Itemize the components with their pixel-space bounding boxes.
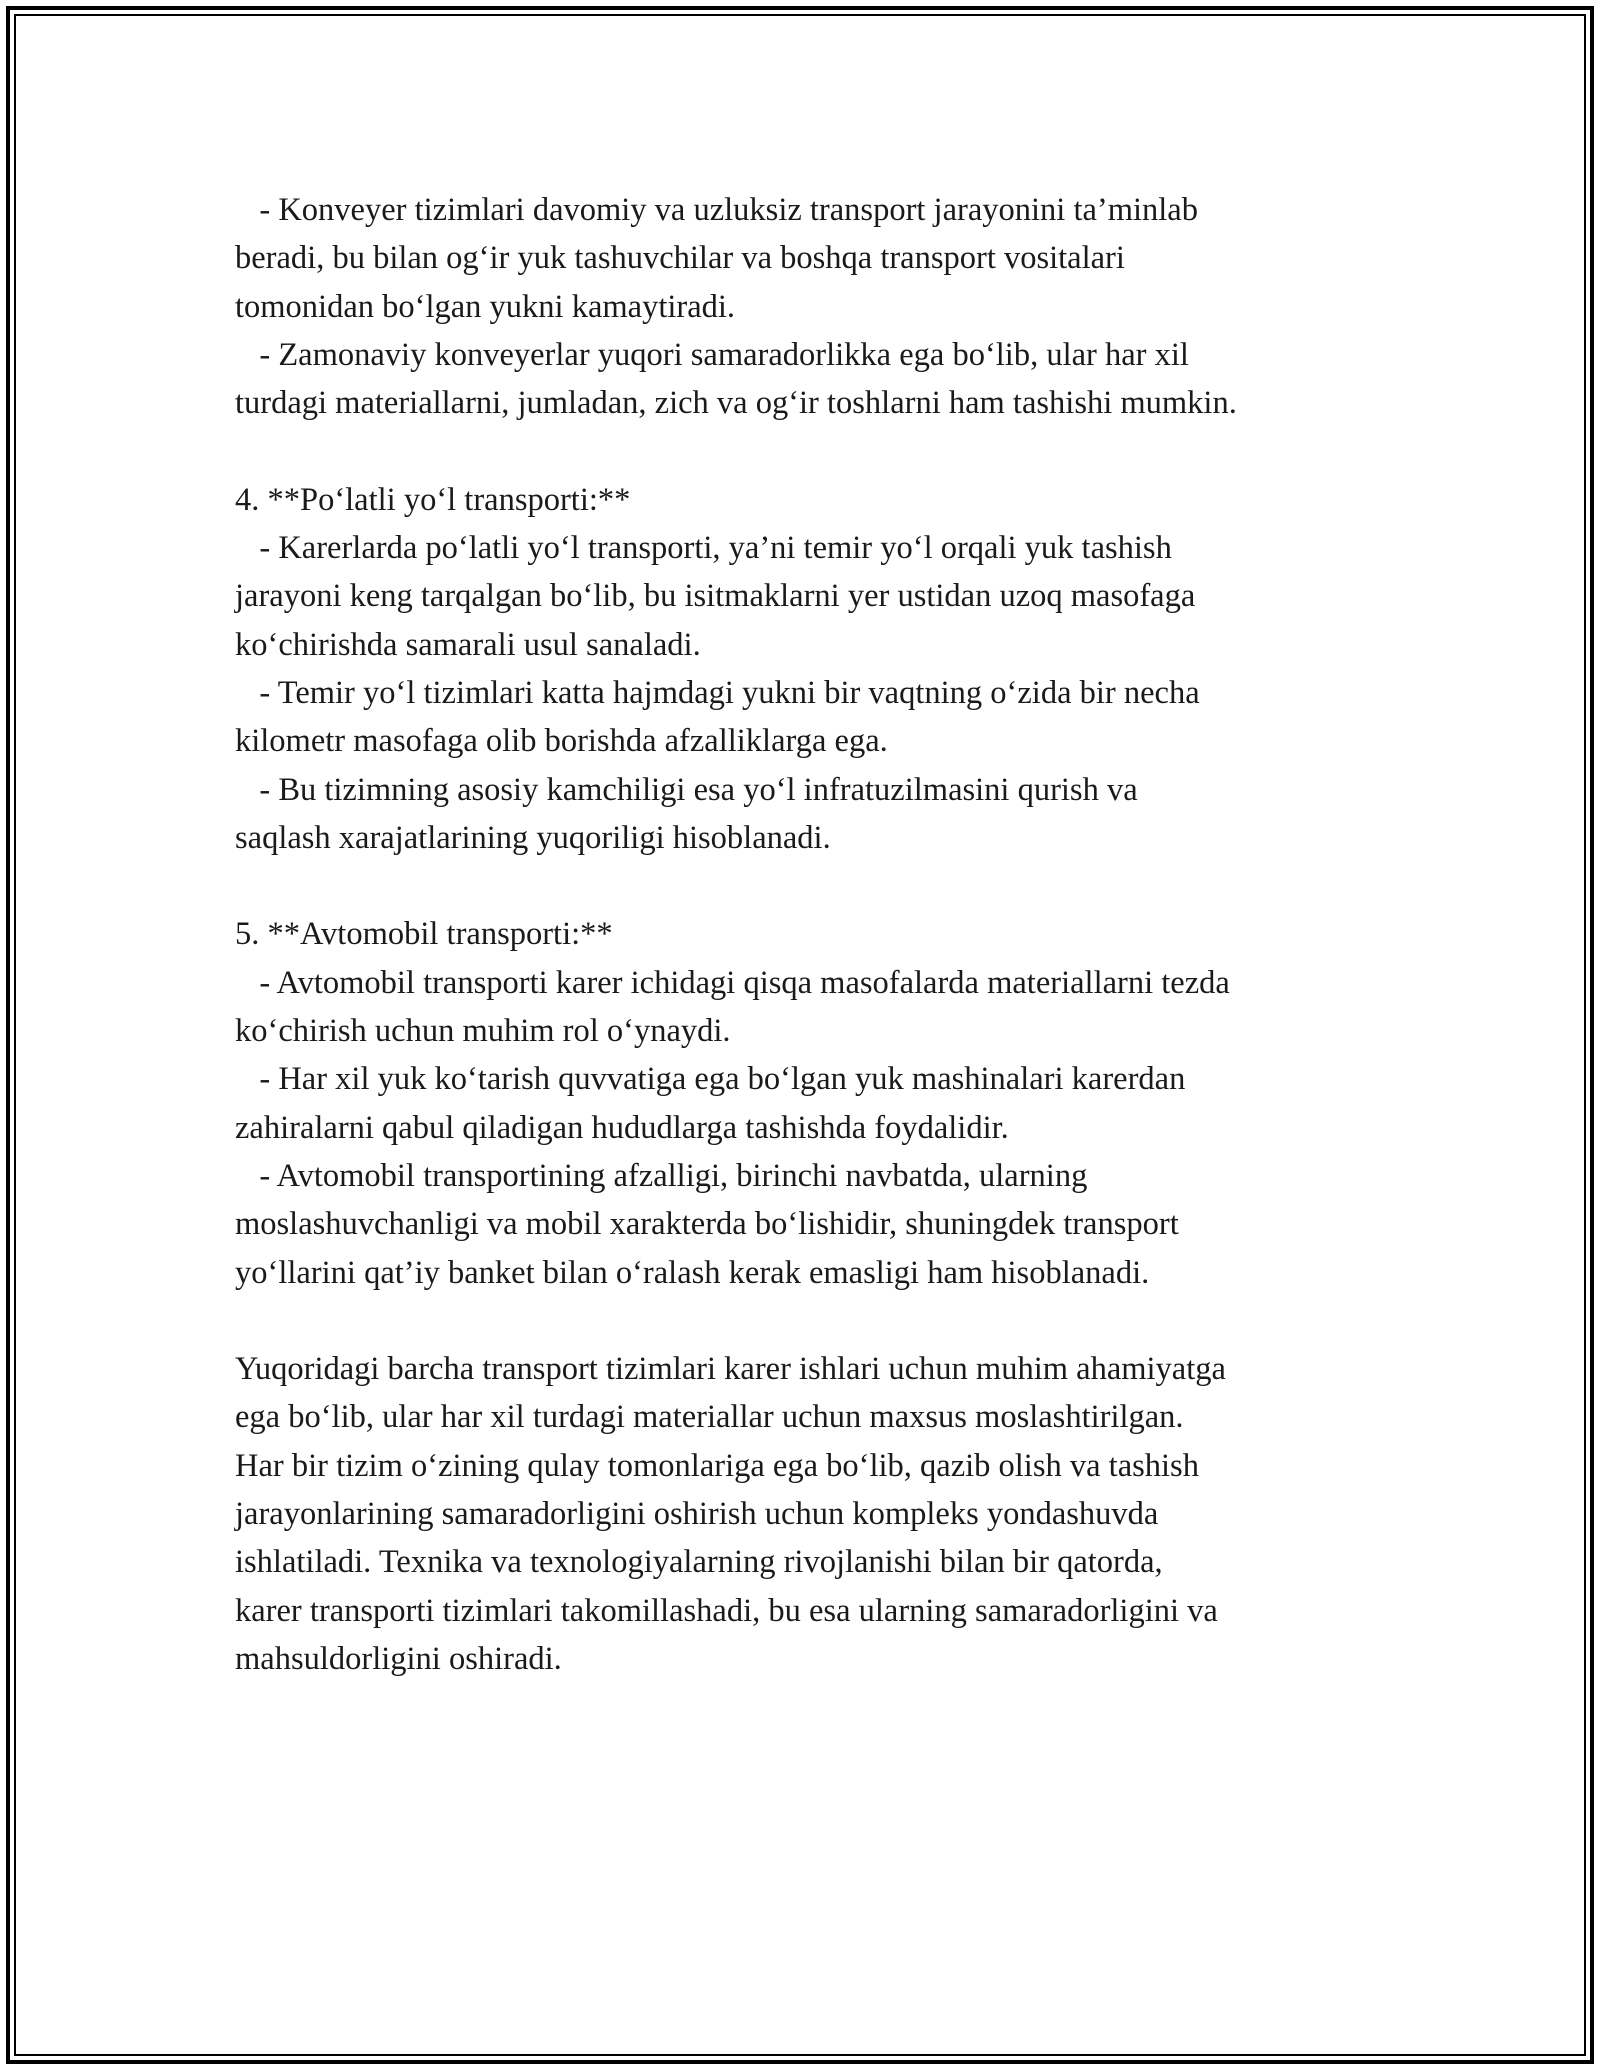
conclusion-line: mahsuldorligini oshiradi. [235, 1640, 562, 1677]
conclusion-line: Yuqoridagi barcha transport tizimlari karer ishlari uchun muhim ahamiyatga [235, 1351, 1226, 1388]
text-line: kilometr masofaga olib borishda afzalliklarga ega. [235, 723, 888, 760]
section-heading: 4. **Po‘latli yo‘l transporti:** [235, 481, 631, 518]
blank-line [235, 427, 1395, 475]
text-line: yo‘llarini qat’iy banket bilan o‘ralash kerak emasligi ham hisoblanadi. [235, 1254, 1150, 1291]
text-line: - Har xil yuk ko‘tarish quvvatiga ega bo‘lgan yuk mashinalari karerdan [235, 1061, 1186, 1098]
text-line: ko‘chirish uchun muhim rol o‘ynaydi. [235, 1013, 731, 1050]
text-line: - Temir yo‘l tizimlari katta hajmdagi yukni bir vaqtning o‘zida bir necha [235, 674, 1200, 711]
conclusion-line: karer transporti tizimlari takomillashadi, bu esa ularning samaradorligini va [235, 1592, 1218, 1629]
conclusion-line: Har bir tizim o‘zining qulay tomonlariga ega bo‘lib, qazib olish va tashish [235, 1447, 1199, 1484]
text-line: - Bu tizimning asosiy kamchiligi esa yo‘l infratuzilmasini qurish va [235, 771, 1138, 808]
text-line: - Avtomobil transporti karer ichidagi qisqa masofalarda materiallarni tezda [235, 964, 1230, 1001]
text-line: saqlash xarajatlarining yuqoriligi hisoblanadi. [235, 819, 831, 856]
text-line: - Avtomobil transportining afzalligi, birinchi navbatda, ularning [235, 1157, 1088, 1194]
text-line: moslashuvchanligi va mobil xarakterda bo‘lishidir, shuningdek transport [235, 1206, 1179, 1243]
text-line: - Zamonaviy konveyerlar yuqori samaradorlikka ega bo‘lib, ular har xil [235, 336, 1189, 373]
text-line: ko‘chirishda samarali usul sanaladi. [235, 626, 701, 663]
text-line: tomonidan bo‘lgan yukni kamaytiradi. [235, 288, 736, 325]
conclusion-line: ishlatiladi. Texnika va texnologiyalarning rivojlanishi bilan bir qatorda, [235, 1544, 1163, 1581]
conclusion-line: ega bo‘lib, ular har xil turdagi materiallar uchun maxsus moslashtirilgan. [235, 1399, 1184, 1436]
section-heading: 5. **Avtomobil transporti:** [235, 916, 613, 953]
blank-line [235, 862, 1395, 910]
blank-line [235, 1297, 1395, 1345]
text-line: beradi, bu bilan og‘ir yuk tashuvchilar va boshqa transport vositalari [235, 240, 1125, 277]
text-line: zahiralarni qabul qiladigan hududlarga tashishda foydalidir. [235, 1109, 1009, 1146]
conclusion-line: jarayonlarining samaradorligini oshirish uchun kompleks yondashuvda [235, 1496, 1159, 1533]
document-body [235, 186, 1395, 1683]
text-line: - Karerlarda po‘latli yo‘l transporti, ya’ni temir yo‘l orqali yuk tashish [235, 530, 1172, 567]
text-line: turdagi materiallarni, jumladan, zich va og‘ir toshlarni ham tashishi mumkin. [235, 385, 1237, 422]
text-line: jarayoni keng tarqalgan bo‘lib, bu isitmaklarni yer ustidan uzoq masofaga [235, 578, 1196, 615]
text-line: - Konveyer tizimlari davomiy va uzluksiz transport jarayonini ta’minlab [235, 192, 1198, 228]
